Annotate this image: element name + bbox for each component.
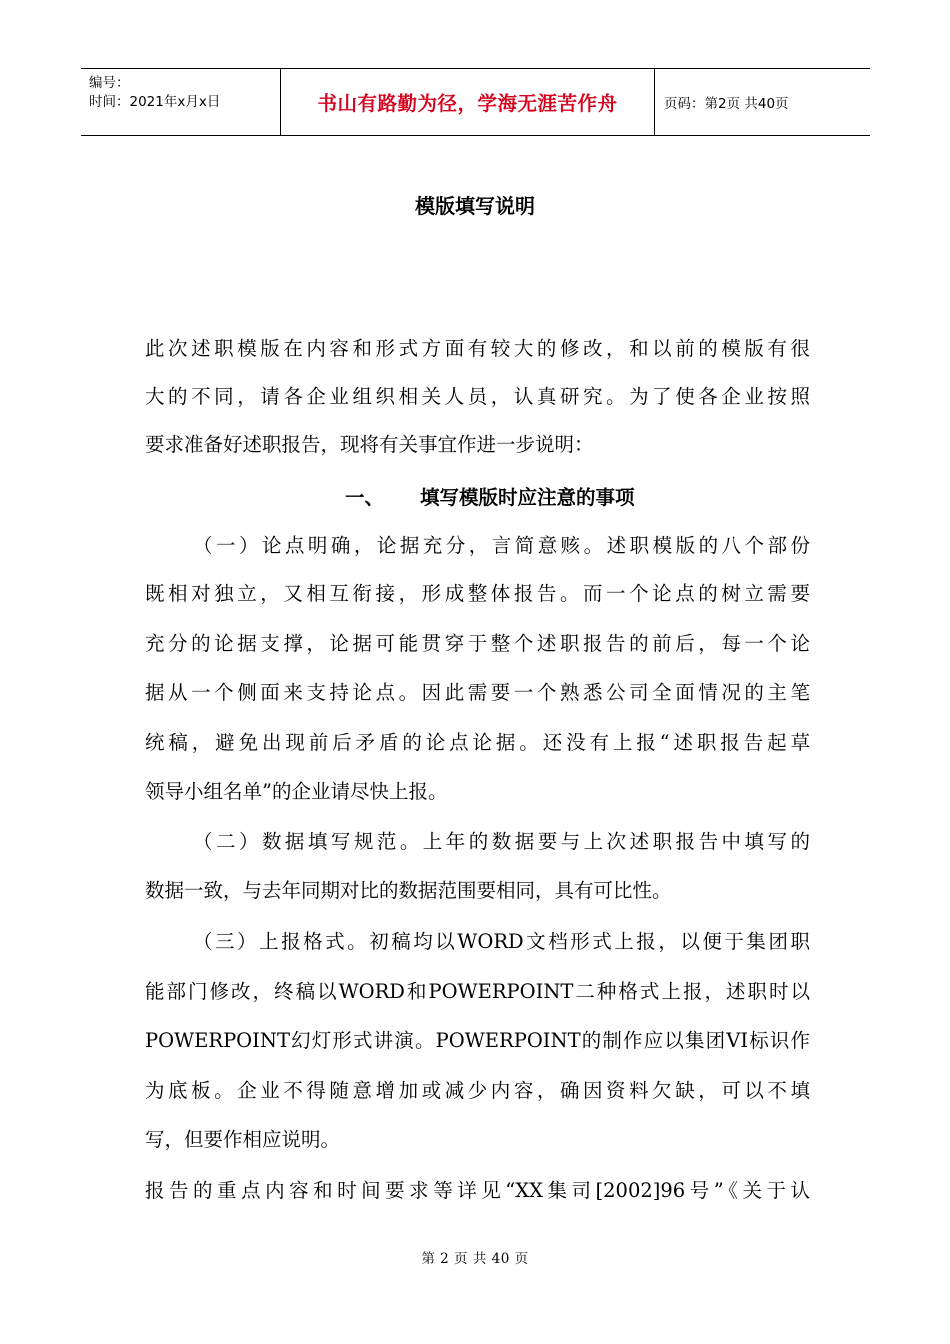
motto-text: 书山有路勤为径，学海无涯苦作舟 — [317, 92, 618, 115]
item1-line: 统稿，避免出现前后矛盾的论点论据。还没有上报“述职报告起草 — [145, 731, 810, 754]
page-header — [81, 68, 870, 136]
item1-line: 领导小组名单”的企业请尽快上报。 — [145, 780, 448, 803]
item1-line: （一）论点明确，论据充分，言简意赅。述职模版的八个部份 — [193, 534, 810, 557]
header-page-cell — [655, 69, 870, 135]
item3-line: 为底板。企业不得随意增加或减少内容，确因资料欠缺，可以不填 — [145, 1079, 810, 1102]
intro-line: 要求准备好述职报告，现将有关事宜作进一步说明： — [145, 433, 594, 456]
item1-line: 既相对独立，又相互衔接，形成整体报告。而一个论点的树立需要 — [145, 582, 810, 605]
section-number: 一、 — [345, 486, 385, 509]
page-footer: 第 2 页 共 40 页 — [421, 1251, 529, 1267]
section-heading — [345, 482, 635, 510]
intro-line: 大的不同，请各企业组织相关人员，认真研究。为了使各企业按照 — [145, 385, 810, 408]
item1-line: 据从一个侧面来支持论点。因此需要一个熟悉公司全面情况的主笔 — [145, 681, 810, 704]
item2-line: 数据一致，与去年同期对比的数据范围要相同，具有可比性。 — [145, 879, 672, 902]
item3-line: POWERPOINT幻灯形式讲演。POWERPOINT的制作应以集团VI标识作 — [145, 1029, 810, 1052]
page-info: 页码：第2页 共40页 — [664, 96, 789, 112]
header-motto-cell — [281, 69, 655, 135]
item3-line: 能部门修改，终稿以WORD和POWERPOINT二种格式上报，述职时以 — [145, 980, 810, 1003]
closing-line: 报告的重点内容和时间要求等详见“XX集司[2002]96号”《关于认 — [145, 1179, 810, 1202]
section-title: 填写模版时应注意的事项 — [420, 486, 635, 509]
item3-line: （三）上报格式。初稿均以WORD文档形式上报，以便于集团职 — [193, 930, 810, 953]
intro-line: 此次述职模版在内容和形式方面有较大的修改，和以前的模版有很 — [145, 337, 810, 360]
item1-line: 充分的论据支撑，论据可能贯穿于整个述职报告的前后，每一个论 — [145, 632, 810, 655]
header-meta-cell — [81, 69, 281, 135]
document-title: 模版填写说明 — [415, 194, 535, 218]
doc-number-label: 编号： — [89, 75, 130, 91]
date-label: 时间：2021年x月x日 — [89, 94, 221, 110]
item3-line: 写，但要作相应说明。 — [145, 1128, 341, 1151]
item2-line: （二）数据填写规范。上年的数据要与上次述职报告中填写的 — [193, 830, 810, 853]
